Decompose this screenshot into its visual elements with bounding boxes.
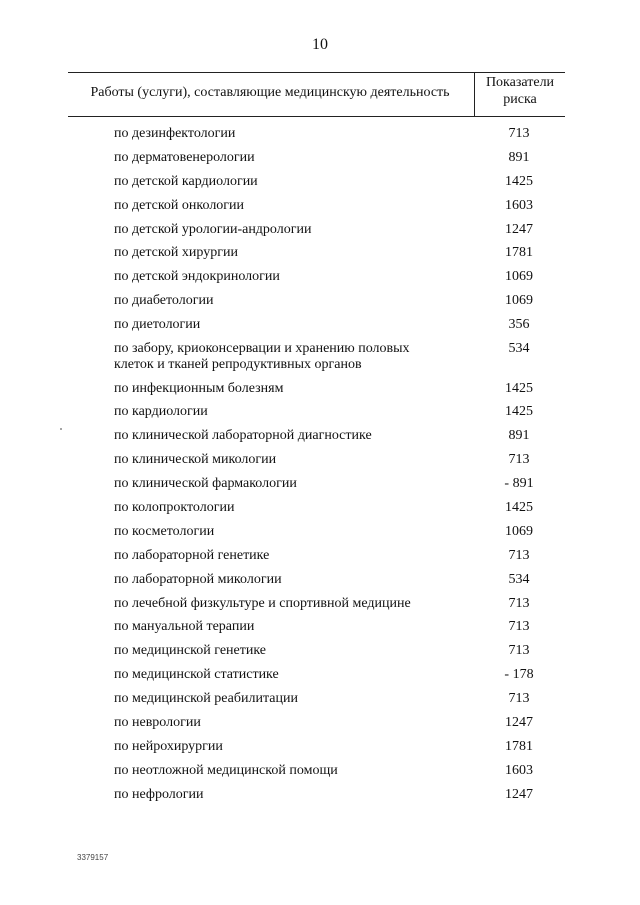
table-row	[0, 146, 640, 170]
risk-score: 713	[508, 452, 530, 468]
risk-score: 891	[508, 149, 530, 165]
risk-score: 1069	[505, 523, 533, 539]
table-row	[0, 687, 640, 711]
table-row	[0, 592, 640, 616]
service-name: по лабораторной микологии	[114, 571, 282, 587]
table-row	[0, 472, 640, 496]
service-name: по клинической микологии	[114, 452, 277, 468]
risk-score: - 178	[504, 667, 534, 683]
table-row	[0, 520, 640, 544]
service-name: по кардиологии	[114, 404, 208, 420]
risk-score: 1425	[505, 173, 533, 189]
risk-score: 534	[508, 571, 530, 587]
service-name: по нефрологии	[114, 786, 204, 802]
risk-score: 891	[508, 428, 530, 444]
service-name: по диетологии	[114, 317, 201, 333]
risk-score: 1781	[505, 245, 533, 261]
table-row	[0, 194, 640, 218]
risk-score: 1247	[505, 786, 533, 802]
table-row	[0, 218, 640, 242]
score-column-header-line1: Показатели	[485, 75, 555, 90]
table-row	[0, 265, 640, 289]
risk-score: 1247	[505, 714, 533, 730]
risk-score: 1069	[505, 269, 533, 285]
service-name: по медицинской статистике	[114, 667, 279, 683]
table-row	[0, 122, 640, 146]
table-row	[0, 496, 640, 520]
risk-score: 356	[508, 317, 530, 333]
service-name: по клинической лабораторной диагностике	[114, 428, 372, 444]
risk-score: 713	[508, 126, 530, 141]
service-name: по дезинфектологии	[114, 126, 236, 141]
risk-score: 1425	[505, 404, 533, 420]
risk-score: 713	[508, 547, 530, 563]
risk-score: 1603	[505, 762, 533, 778]
table-row	[0, 448, 640, 472]
risk-score: 1781	[505, 738, 533, 754]
score-column-header	[476, 74, 564, 108]
table-row	[0, 663, 640, 687]
service-name: по детской кардиологии	[114, 173, 258, 189]
table-header-column-divider	[474, 72, 475, 116]
service-name: по лабораторной генетике	[114, 547, 270, 563]
table-row	[0, 424, 640, 448]
risk-score: 1425	[505, 380, 533, 396]
service-name: по дерматовенерологии	[114, 149, 255, 165]
risk-score: 534	[508, 341, 530, 357]
table-row	[0, 759, 640, 783]
table-row	[0, 544, 640, 568]
table-header-bottom-rule	[68, 116, 565, 117]
service-name: по медицинской генетике	[114, 643, 267, 659]
service-name: по инфекционным болезням	[114, 380, 284, 396]
service-column-header: Работы (услуги), составляющие медицинскую деятельность	[90, 85, 450, 100]
service-name: по косметологии	[114, 523, 215, 539]
table-row	[0, 615, 640, 639]
risk-score: 1069	[505, 293, 533, 309]
table-row	[0, 289, 640, 313]
service-risk-table	[0, 122, 640, 807]
table-row	[0, 568, 640, 592]
service-name: по нейрохирургии	[114, 738, 223, 754]
risk-score: - 891	[504, 476, 534, 492]
service-name: по диабетологии	[114, 293, 214, 309]
table-row	[0, 241, 640, 265]
risk-score: 713	[508, 691, 530, 707]
risk-score: 713	[508, 595, 530, 611]
risk-score: 1603	[505, 197, 533, 213]
document-code: 3379157	[77, 853, 109, 862]
service-name: по колопроктологии	[114, 499, 235, 515]
service-name: по детской хирургии	[114, 245, 238, 261]
service-name: по лечебной физкультуре и спортивной медицине	[114, 595, 411, 611]
table-row	[0, 783, 640, 807]
risk-score: 1425	[505, 499, 533, 515]
score-column-header-line2: риска	[503, 92, 537, 107]
table-row	[0, 711, 640, 735]
table-row	[0, 400, 640, 424]
table-row	[0, 170, 640, 194]
page-number: 10	[312, 36, 328, 53]
risk-score: 713	[508, 619, 530, 635]
service-name: по детской эндокринологии	[114, 269, 280, 285]
service-name: по забору, криоконсервации и хранению половых клеток и тканей репродуктивных органов	[114, 341, 410, 373]
table-row	[0, 337, 640, 377]
service-name: по мануальной терапии	[114, 619, 255, 635]
table-row	[0, 377, 640, 401]
risk-score: 1247	[505, 221, 533, 237]
table-header-top-rule	[68, 72, 565, 73]
service-name: по неотложной медицинской помощи	[114, 762, 338, 778]
service-name: по клинической фармакологии	[114, 476, 297, 492]
risk-score: 713	[508, 643, 530, 659]
table-row	[0, 313, 640, 337]
scan-artifact	[60, 428, 62, 430]
table-row	[0, 639, 640, 663]
service-name: по детской урологии-андрологии	[114, 221, 312, 237]
table-row	[0, 735, 640, 759]
service-name: по медицинской реабилитации	[114, 691, 298, 707]
service-name: по детской онкологии	[114, 197, 245, 213]
service-name: по неврологии	[114, 714, 201, 730]
